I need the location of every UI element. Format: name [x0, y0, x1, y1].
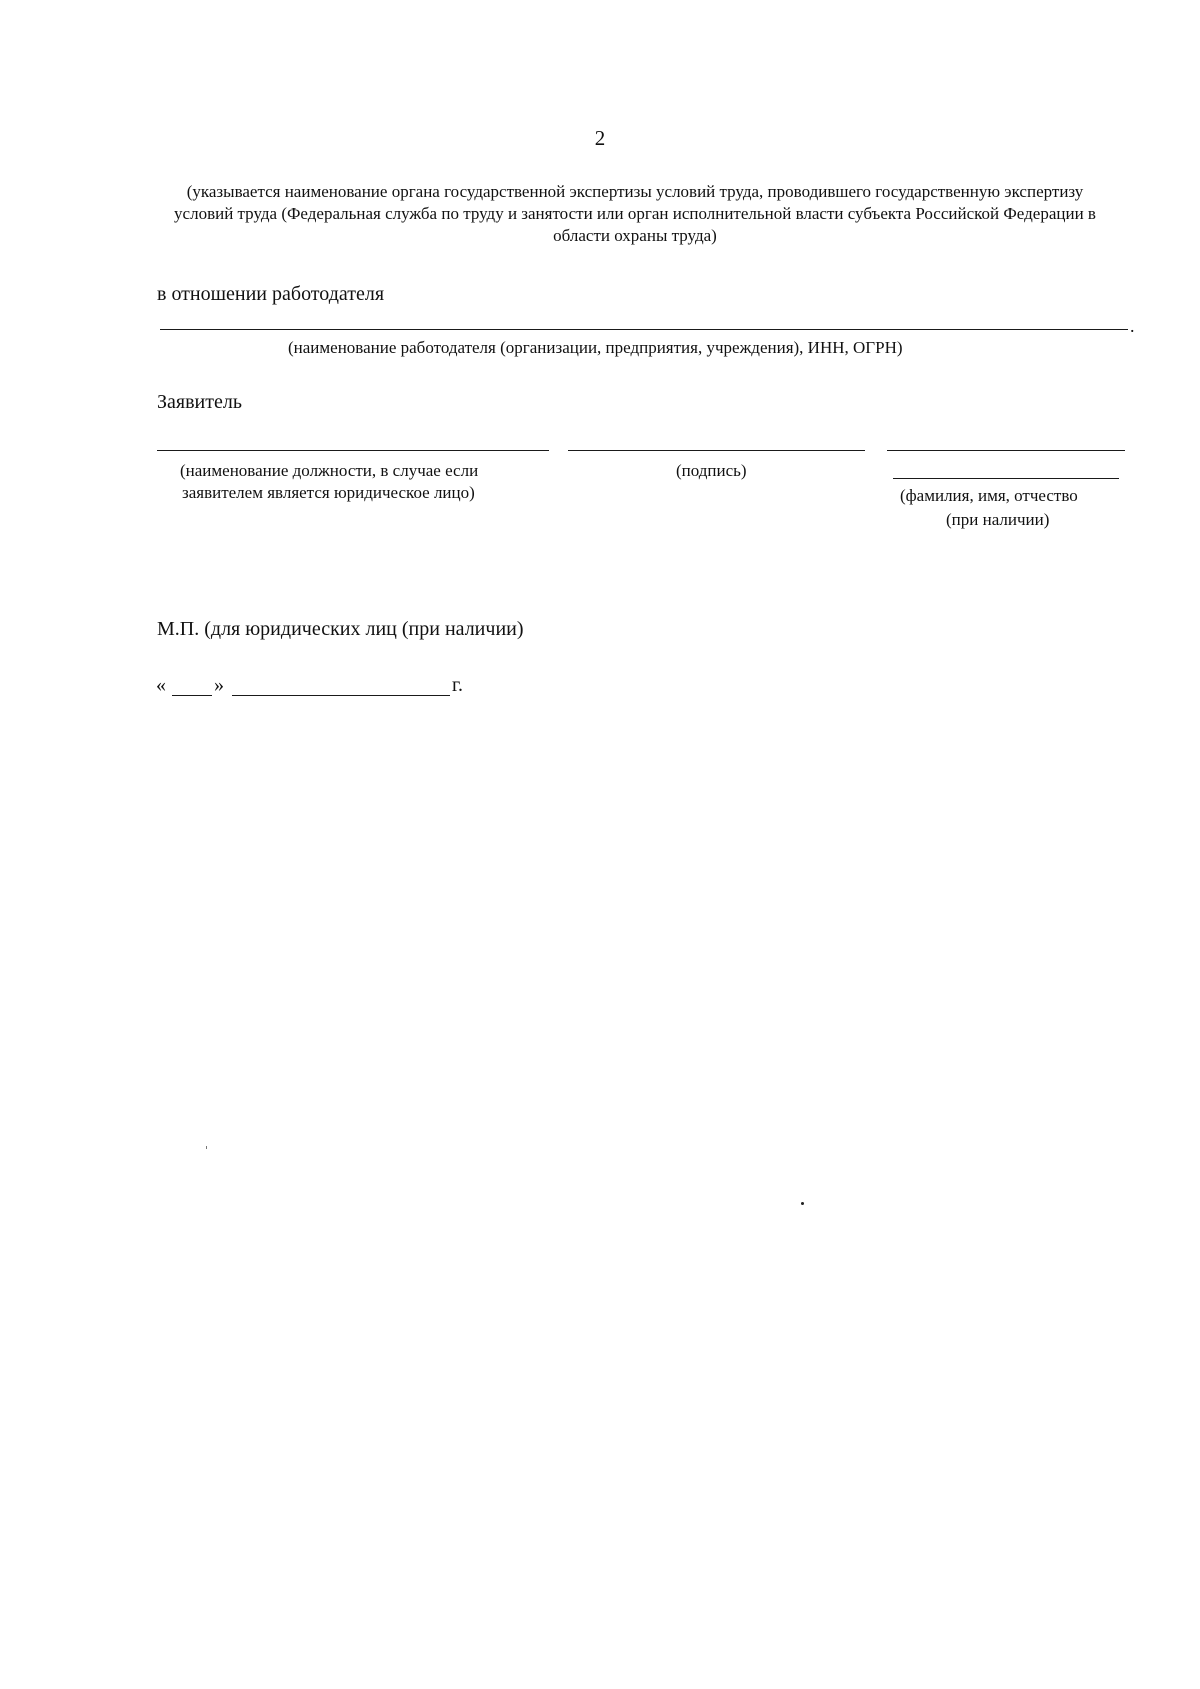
employer-label: в отношении работодателя [157, 283, 385, 305]
scan-speck [801, 1202, 804, 1205]
name-caption-line2: (при наличии) [946, 510, 1050, 529]
name-caption-line1: (фамилия, имя, отчество [900, 486, 1078, 505]
date-year-suffix: г. [452, 674, 463, 696]
signature-caption: (подпись) [676, 461, 747, 480]
employer-field-end-mark: . [1130, 316, 1135, 336]
date-month-field[interactable] [232, 695, 450, 696]
employer-field-line[interactable] [160, 329, 1128, 330]
signature-field-line[interactable] [568, 450, 865, 451]
name-field-second-line [893, 478, 1119, 479]
date-day-field[interactable] [172, 695, 212, 696]
employer-caption: (наименование работодателя (организации, предприятия, учреждения), ИНН, ОГРН) [288, 338, 903, 357]
applicant-label: Заявитель [157, 391, 242, 413]
authority-note: (указывается наименование органа государственной экспертизы условий труда, проводившего государственную экспертизу условий труда (Федеральная служба по труду и занятости или орган исполнительной власти субъекта Российской Федерации в области охраны труда) [174, 182, 1096, 245]
name-field-line[interactable] [887, 450, 1125, 451]
position-caption-line2: заявителем является юридическое лицо) [182, 483, 475, 502]
scan-speck [206, 1146, 207, 1149]
date-open-quote: « [156, 674, 166, 696]
date-close-quote: » [214, 674, 224, 696]
page-number: 2 [594, 126, 606, 150]
position-caption-line1: (наименование должности, в случае если [180, 461, 479, 480]
position-field-line[interactable] [157, 450, 549, 451]
stamp-note: М.П. (для юридических лиц (при наличии) [157, 618, 524, 640]
